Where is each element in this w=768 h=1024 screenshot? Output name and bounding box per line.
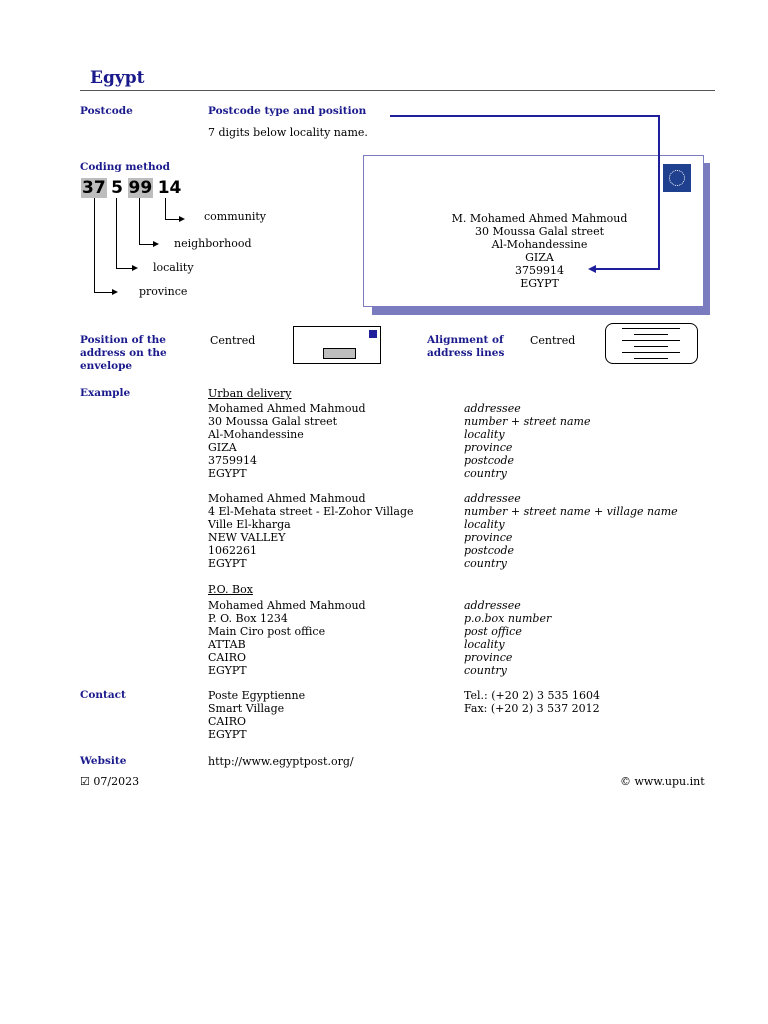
part-province: province	[139, 285, 188, 298]
align-line	[634, 346, 668, 347]
title-rule	[80, 90, 715, 91]
province-connector	[94, 198, 95, 293]
example-notes-urban: addressee number + street name locality province postcode country	[464, 402, 591, 480]
checkbox-icon: ☑	[80, 775, 90, 788]
contact-phones	[464, 689, 600, 715]
community-connector	[165, 219, 179, 220]
example-heading-urban: Urban delivery	[208, 387, 292, 400]
pointer-arrow-icon	[588, 265, 596, 273]
stamp-icon	[369, 330, 377, 338]
footer-date: ☑ 07/2023	[80, 775, 140, 788]
footer-copyright: © www.upu.int	[620, 775, 705, 788]
position-label: Position of the address on the envelope	[80, 334, 167, 372]
part-locality: locality	[153, 261, 194, 274]
community-arrow-icon	[179, 216, 185, 222]
locality-arrow-icon	[132, 265, 138, 271]
example-address-urban: Mohamed Ahmed Mahmoud 30 Moussa Galal street Al-Mohandessine GIZA 3759914 EGYPT	[208, 402, 366, 480]
example-notes-pobox: addressee p.o.box number post office locality province country	[464, 599, 552, 677]
website-link[interactable]: http://www.egyptpost.org/	[208, 755, 354, 768]
postcode-type-label: Postcode type and position	[208, 105, 367, 117]
align-line	[634, 334, 668, 335]
locality-connector	[116, 268, 132, 269]
contact-fax: Fax: (+20 2) 3 537 2012	[464, 702, 600, 715]
envelope-line: Al-Mohandessine	[491, 238, 588, 251]
postcode-label: Postcode	[80, 105, 133, 117]
envelope-line: EGYPT	[520, 277, 559, 290]
part-neighborhood: neighborhood	[174, 237, 252, 250]
example-address-pobox: Mohamed Ahmed Mahmoud P. O. Box 1234 Main Ciro post office ATTAB CAIRO EGYPT	[208, 599, 366, 677]
envelope-line: 3759914	[515, 264, 564, 277]
pointer-line	[596, 268, 660, 270]
pointer-line	[658, 115, 660, 270]
example-notes-village: addressee number + street name + village name locality province postcode country	[464, 492, 678, 570]
upu-logo-mark	[669, 170, 685, 186]
envelope-line: 30 Moussa Galal street	[474, 225, 604, 238]
postcode-description: 7 digits below locality name.	[208, 126, 368, 139]
website-label: Website	[80, 755, 127, 767]
page-title: Egypt	[90, 68, 145, 88]
digit-group-province: 37	[82, 178, 106, 198]
envelope-line: GIZA	[525, 251, 554, 264]
pointer-line	[390, 115, 660, 117]
address-block-icon	[323, 348, 356, 359]
example-address-village: Mohamed Ahmed Mahmoud 4 El-Mehata street - El-Zohor Village Ville El-kharga NEW VALLEY 1062261 EGYPT	[208, 492, 414, 570]
province-arrow-icon	[112, 289, 118, 295]
digit-group-community: 14	[157, 178, 182, 198]
envelope-line: M. Mohamed Ahmed Mahmoud	[451, 212, 628, 225]
digit-group-neighborhood: 99	[128, 178, 153, 198]
align-line	[622, 328, 680, 329]
align-line	[622, 340, 680, 341]
contact-address: Poste Egyptienne Smart Village CAIRO EGYPT	[208, 689, 306, 741]
province-connector	[94, 292, 112, 293]
neighborhood-connector	[139, 244, 153, 245]
example-heading-pobox: P.O. Box	[208, 583, 253, 596]
part-community: community	[204, 210, 266, 223]
community-connector	[165, 198, 166, 220]
position-value: Centred	[210, 334, 256, 347]
alignment-value: Centred	[530, 334, 576, 347]
coding-method-label: Coding method	[80, 161, 170, 173]
align-line	[634, 358, 668, 359]
alignment-label: Alignment of address lines	[427, 334, 505, 359]
digit-group-locality: 5	[111, 178, 124, 198]
neighborhood-arrow-icon	[153, 241, 159, 247]
example-label: Example	[80, 387, 131, 399]
contact-tel: Tel.: (+20 2) 3 535 1604	[464, 689, 600, 702]
neighborhood-connector	[139, 198, 140, 244]
postcode-digits	[81, 178, 182, 198]
locality-connector	[116, 198, 117, 268]
contact-label: Contact	[80, 689, 126, 701]
align-line	[622, 352, 680, 353]
